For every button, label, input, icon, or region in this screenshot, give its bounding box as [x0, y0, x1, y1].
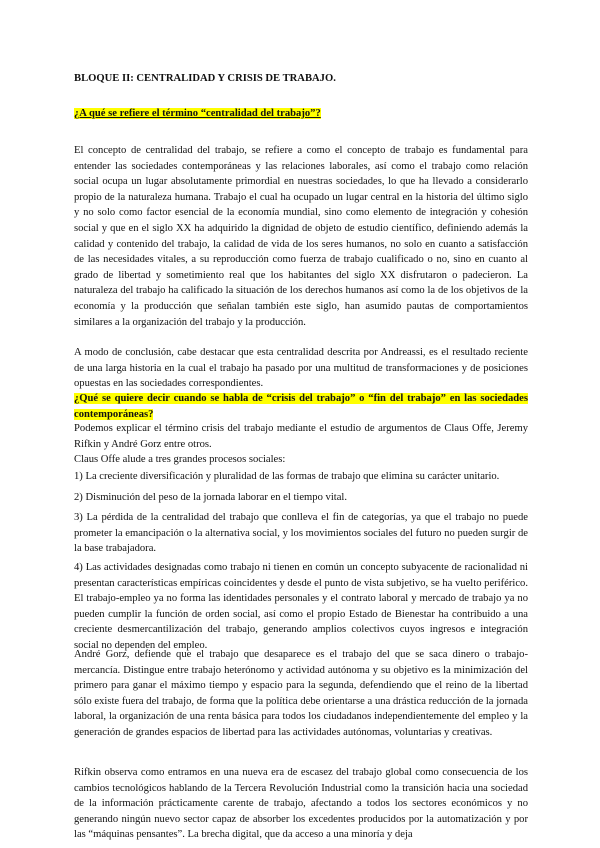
list-item-1: 1) La creciente diversificación y pluralidad de las formas de trabajo que elimina su carácter unitario. — [74, 471, 500, 482]
question-1 — [74, 106, 528, 122]
question-2 — [74, 391, 528, 422]
paragraph-centralidad: El concepto de centralidad del trabajo, se refiere a como el concepto de trabajo es fundamental para entender las sociedades contemporáneas y las relaciones laborales, así como el trabajo como relación social ocupa un lugar absolutamente primordial en nuestras sociedades, lo que ha llevado a considerarlo propio de la naturaleza humana. Trabajo el cual ha ocupado un lugar central en la historia del último siglo y no solo como factor esencial de la economía mundial, sino como elemento de integración y cohesión social y que en el siglo XX ha adquirido la dignidad de objeto de estudio científico, definiendo además la calidad y contenido del trabajo, la calidad de vida de los seres humanos, no solo en cuanto a satisfacción de las necesidades vitales, a su reproducción como fuerza de trabajo cualificado o no, sino en cuanto al grado de libertad y sometimiento real que los habitantes del siglo XX disfrutaron o padecieron. La naturaleza del trabajo ha calificado la situación de los derechos humanos así como la de los objetivos de la economía y la producción que señalan también este siglo, han asumido pautas de comportamientos similares a la organización del trabajo y la producción. — [74, 145, 528, 328]
question-2-text: ¿Qué se quiere decir cuando se habla de “crisis del trabajo” o “fin del trabajo” en las sociedades contemporáneas? — [74, 393, 528, 420]
paragraph-crisis-intro: Podemos explicar el término crisis del trabajo mediante el estudio de argumentos de Claus Offe, Jeremy Rifkin y André Gorz entre otros. — [74, 423, 528, 450]
list-item-4: 4) Las actividades designadas como trabajo ni tienen en común un concepto subyacente de racionalidad ni presentan características empíricas coincidentes y desde el punto de vista subjetivo, se ha vuelto periférico. El trabajo-empleo ya no forma las identidades personales y el contrato laboral y mercado de trabajo ya no pueden cumplir la función de orden social, así como el propio Estado de Bienestar ha contribuido a una creciente desmercantilización del trabajo, generando amplios colectivos cuyos ingresos e integración social no dependen del empleo. — [74, 562, 528, 651]
list-item-2: 2) Disminución del peso de la jornada laborar en el tiempo vital. — [74, 492, 348, 503]
section-title: BLOQUE II: CENTRALIDAD Y CRISIS DE TRABAJO. — [74, 73, 336, 84]
question-1-text: ¿A qué se refiere el término “centralidad del trabajo”? — [74, 108, 321, 119]
paragraph-gorz: André Gorz, defiende que el trabajo que desaparece es el trabajo del que se saca dinero o trabajo-mercancía. Distingue entre trabajo heterónomo y actividad autónoma y su objetivo es la minimización del primero para ganar el máximo tiempo y espacio para la segunda, defendiendo que el reino de la libertad sólo existe fuera del trabajo, de forma que la política debe orientarse a una drástica reducción de la jornada laboral, la organización de una renta básica para todos los ciudadanos independientemente del empleo y la generación de grandes espacios de libertad para las actividades autónomas, voluntarias y creativas. — [74, 649, 528, 738]
paragraph-offe: Claus Offe alude a tres grandes procesos sociales: — [74, 454, 286, 465]
list-item-3: 3) La pérdida de la centralidad del trabajo que conlleva el fin de categorías, ya que el trabajo no puede prometer la emancipación o la alternativa social, y los movimientos sociales del futuro no pueden surgir de la base trabajadora. — [74, 512, 528, 555]
paragraph-conclusion: A modo de conclusión, cabe destacar que esta centralidad descrita por Andreassi, es el resultado reciente de una larga historia en la cual el trabajo ha pasado por una multitud de transformaciones y de posiciones opuestas en las sociedades correspondientes. — [74, 347, 528, 390]
paragraph-rifkin: Rifkin observa como entramos en una nueva era de escasez del trabajo global como consecuencia de los cambios tecnológicos hablando de la Tercera Revolución Industrial como la transición hacia una sociedad de la información prácticamente carente de trabajo, afectando a todos los sectores económicos y no generando ningún nuevo sector capaz de absorber los excedentes producidos por la automatización y por las “máquinas pensantes”. La brecha digital, que da acceso a una minoría y deja — [74, 767, 528, 841]
